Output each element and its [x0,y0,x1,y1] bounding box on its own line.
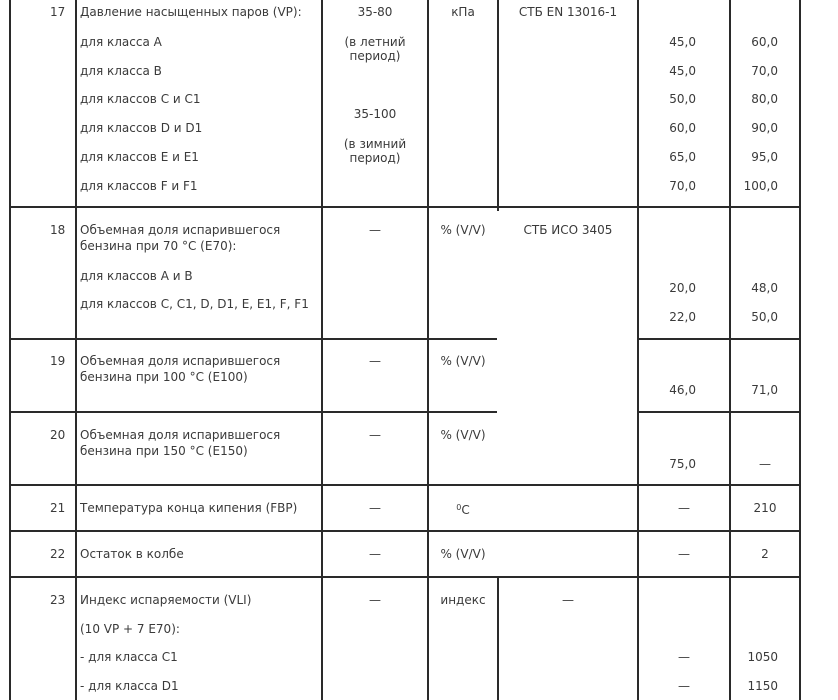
indicator-formula: (10 VP + 7 E70): [80,622,180,636]
indicator-subline: для классов C и C1 [80,92,201,106]
unit: кПа [451,5,475,19]
max-value: 1050 [747,650,778,664]
min-value: 70,0 [669,179,696,193]
max-value: 2 [761,547,769,561]
grid-line-v [729,0,731,700]
grid-line-h [9,338,497,340]
indicator-subline: - для класса D1 [80,679,179,693]
norm-value: — [369,593,381,607]
max-value: 1150 [747,679,778,693]
indicator-name: Давление насыщенных паров (VP): [80,5,302,19]
min-value: — [678,679,690,693]
test-method: СТБ ИСО 3405 [523,223,613,237]
indicator-subline: для класса A [80,35,162,49]
min-value: 65,0 [669,150,696,164]
max-value: 70,0 [751,64,778,78]
norm-value: — [369,501,381,515]
max-value: 90,0 [751,121,778,135]
grid-line-h [637,411,801,413]
min-value: 20,0 [669,281,696,295]
max-value: 60,0 [751,35,778,49]
indicator-name: Объемная доля испарившегося [80,354,281,368]
grid-line-h [9,206,801,208]
grid-line-h [9,411,497,413]
grid-line-h [637,338,801,340]
indicator-name: бензина при 150 °C (E150) [80,444,248,458]
unit-base: C [461,503,470,517]
min-value: 75,0 [669,457,696,471]
max-value: 210 [753,501,777,515]
min-value: — [678,501,690,515]
grid-line-v [497,0,499,211]
test-method: СТБ EN 13016-1 [518,5,618,19]
grid-line-h [9,576,801,578]
min-value: 50,0 [669,92,696,106]
grid-line-v [637,0,639,700]
indicator-name: Остаток в колбе [80,547,184,561]
unit [429,501,497,517]
min-value: 45,0 [669,35,696,49]
norm-note: (в летний [344,35,406,49]
norm-value: — [369,428,381,442]
norm-value: 35-80 [357,5,393,19]
indicator-name: Индекс испаряемости (VLI) [80,593,252,607]
indicator-subline: для классов A и B [80,269,193,283]
grid-line-h [9,530,801,532]
test-method: — [562,593,574,607]
indicator-subline: - для класса C1 [80,650,178,664]
unit: % (V/V) [440,428,486,442]
max-value: 95,0 [751,150,778,164]
grid-line-h [9,484,801,486]
indicator-name: Температура конца кипения (FBP) [80,501,298,515]
grid-line-v [75,0,77,700]
unit: % (V/V) [440,354,486,368]
min-value: — [678,547,690,561]
row-number: 18 [50,223,66,237]
norm-value: — [369,547,381,561]
indicator-subline: для классов C, C1, D, D1, E, E1, F, F1 [80,297,309,311]
min-value: 45,0 [669,64,696,78]
unit: % (V/V) [440,547,486,561]
min-value: 46,0 [669,383,696,397]
row-number: 20 [50,428,66,442]
norm-value: — [369,223,381,237]
max-value: 50,0 [751,310,778,324]
min-value: 60,0 [669,121,696,135]
row-number: 19 [50,354,66,368]
max-value: 48,0 [751,281,778,295]
row-number: 17 [50,5,66,19]
indicator-name: бензина при 70 °C (E70): [80,239,237,253]
indicator-name: Объемная доля испарившегося [80,428,281,442]
grid-line-v [9,0,11,700]
indicator-subline: для класса B [80,64,162,78]
norm-note: период) [349,151,401,165]
grid-line-v [799,0,801,700]
max-value: 100,0 [743,179,778,193]
min-value: 22,0 [669,310,696,324]
unit: % (V/V) [440,223,486,237]
indicator-subline: для классов F и F1 [80,179,198,193]
min-value: — [678,650,690,664]
max-value: 80,0 [751,92,778,106]
norm-note: (в зимний [343,137,407,151]
norm-value: 35-100 [353,107,397,121]
indicator-name: Объемная доля испарившегося [80,223,281,237]
max-value: — [759,457,771,471]
norm-value: — [369,354,381,368]
unit: индекс [440,593,486,607]
max-value: 71,0 [751,383,778,397]
row-number: 21 [50,501,66,515]
indicator-subline: для классов D и D1 [80,121,203,135]
indicator-name: бензина при 100 °C (E100) [80,370,248,384]
indicator-subline: для классов E и E1 [80,150,199,164]
row-number: 23 [50,593,66,607]
row-number: 22 [50,547,66,561]
unit-superscript: 0 [456,503,462,512]
norm-note: период) [349,49,401,63]
